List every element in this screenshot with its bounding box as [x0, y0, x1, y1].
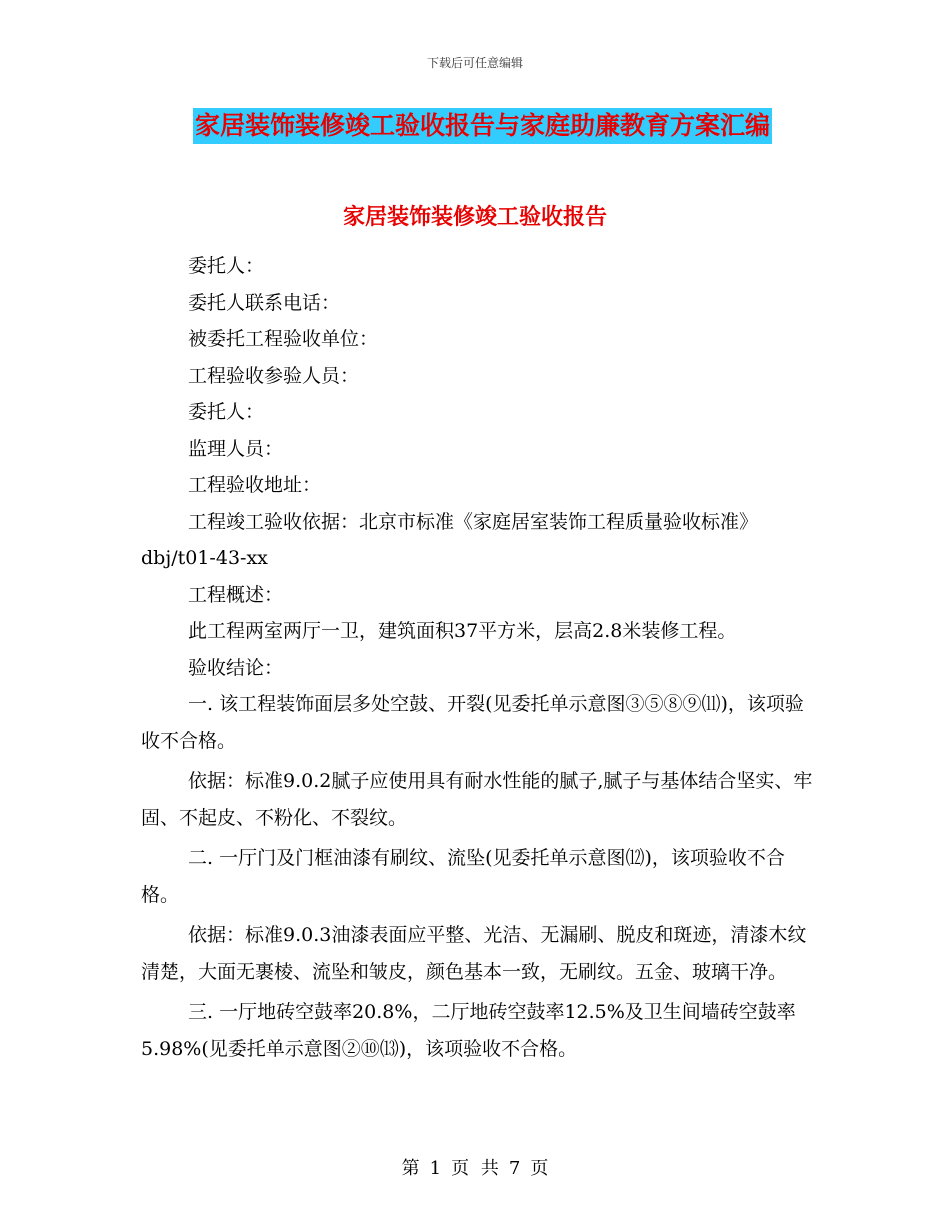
paragraph-address: 工程验收地址：	[188, 474, 322, 496]
total-pages-number: 7	[508, 1158, 521, 1179]
paragraph-client-2: 委托人：	[188, 401, 265, 423]
section-title: 家居装饰装修竣工验收报告	[342, 204, 607, 230]
paragraph-item-1: 一. 该工程装饰面层多处空鼓、开裂(见委托单示意图③⑤⑧⑨⑾)，该项验收不合格。	[141, 693, 804, 752]
header-note: 下载后可任意编辑	[426, 56, 523, 70]
paragraph-overview-label: 工程概述：	[188, 583, 284, 606]
page-label-mid: 页 共	[451, 1158, 499, 1179]
page-label-suffix: 页	[530, 1158, 549, 1179]
paragraph-conclusion-label: 验收结论：	[188, 656, 284, 679]
document-body	[141, 248, 821, 1067]
paragraph-client: 委托人：	[188, 255, 265, 277]
page-label-prefix: 第	[401, 1158, 420, 1179]
paragraph-overview: 此工程两室两厅一卫，建筑面积37平方米，层高2.8米装修工程。	[188, 620, 737, 642]
paragraph-inspection-staff: 工程验收参验人员：	[188, 364, 360, 387]
page-footer	[0, 1154, 950, 1180]
paragraph-basis: 工程竣工验收依据：北京市标准《家庭居室装饰工程质量验收标准》dbj/t01-43-xx	[141, 510, 759, 569]
paragraph-item-1-basis: 依据：标准9.0.2腻子应使用具有耐水性能的腻子,腻子与基体结合坚实、牢固、不起皮、不粉化、不裂纹。	[141, 770, 813, 829]
document-main-title: 家居装饰装修竣工验收报告与家庭助廉教育方案汇编	[193, 108, 772, 144]
paragraph-inspection-unit: 被委托工程验收单位：	[188, 328, 379, 350]
paragraph-item-2: 二. 一厅门及门框油漆有刷纹、流坠(见委托单示意图⑿)，该项验收不合格。	[141, 847, 785, 906]
paragraph-supervisor: 监理人员：	[188, 437, 284, 460]
paragraph-item-2-basis: 依据：标准9.0.3油漆表面应平整、光洁、无漏刷、脱皮和斑迹，清漆木纹清楚，大面无裹棱、流坠和皱皮，颜色基本一致，无刷纹。五金、玻璃干净。	[141, 924, 807, 983]
current-page-number: 1	[429, 1158, 442, 1179]
paragraph-client-phone: 委托人联系电话：	[188, 291, 341, 314]
paragraph-item-3: 三. 一厅地砖空鼓率20.8%，二厅地砖空鼓率12.5%及卫生间墙砖空鼓率5.98%(见委托单示意图②⑩⒀)，该项验收不合格。	[141, 1001, 796, 1060]
